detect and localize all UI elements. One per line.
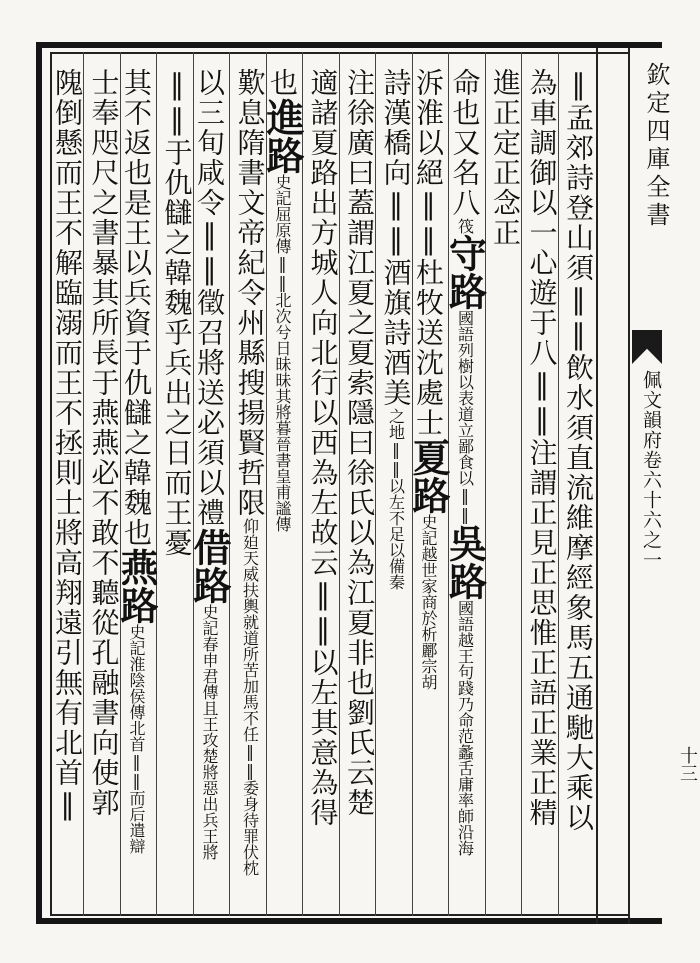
body-text: ‖孟郊詩登山須‖‖飲水須直流維摩經象馬五通馳大乘以 xyxy=(562,68,595,833)
text-column-6 xyxy=(377,68,412,590)
column-divider xyxy=(156,52,157,916)
text-column-1 xyxy=(560,68,595,833)
page-number: 十三 xyxy=(677,746,698,782)
page-frame xyxy=(36,38,698,924)
text-column-10 xyxy=(231,68,266,876)
annotation-text: 史記春申君傳且王攻楚將惡出兵王將 xyxy=(200,604,219,860)
text-column-2 xyxy=(523,68,558,828)
text-column-8 xyxy=(304,68,339,828)
annotation-text: 史記屈原傳‖‖北次兮日昧昧其將暮晉書皇甫謐傳 xyxy=(273,174,292,532)
column-divider xyxy=(485,52,486,916)
body-text: 注徐廣曰蓋謂江夏之夏索隱曰徐氏以為江夏非也劉氏云楚 xyxy=(343,68,376,818)
gutter-rule-left xyxy=(596,48,598,924)
text-column-12 xyxy=(158,68,193,558)
body-text: 也 xyxy=(266,68,299,98)
text-column-4 xyxy=(442,68,488,856)
gutter-rule-right xyxy=(628,48,630,924)
entry-heading: 夏路 xyxy=(406,438,451,514)
book-title: 欽定四庫全書 xyxy=(642,62,670,230)
entry-heading: 借路 xyxy=(187,528,232,604)
body-text: 隗倒懸而王不解臨溺而王不拯則士將高翔遠引無有北首‖ xyxy=(51,68,84,823)
annotation-text: 之地‖‖以左不足以備秦 xyxy=(386,408,406,590)
column-divider xyxy=(229,52,230,916)
body-text: 泝淮以絕‖‖杜牧送沈處士 xyxy=(412,68,445,438)
annotation-text: 史記淮陰侯傳北首‖‖而后遣辯 xyxy=(127,624,146,854)
text-column-14 xyxy=(85,68,120,818)
column-divider xyxy=(302,52,303,916)
annotation-text: 國語越王句踐乃命范蠡舌庸率師沿海 xyxy=(455,600,475,856)
text-column-3 xyxy=(487,68,522,248)
annotation-text: 史記越世家商於析酈宗胡 xyxy=(419,514,438,690)
body-text: 士奉咫尺之書暴其所長于燕燕必不敢不聽從孔融書向使郭 xyxy=(87,68,121,818)
body-text: 適諸夏路出方城人向北行以西為左故云‖‖以左其意為得 xyxy=(306,68,340,828)
body-text: 進正定正念正 xyxy=(489,68,522,248)
body-text: 其不返也是王以兵資于仇讎之韓魏也 xyxy=(120,68,153,548)
body-text: ‖‖于仇讎之韓魏乎兵出之日而王憂 xyxy=(160,68,194,558)
body-text: 詩漢橋向‖‖酒旗詩酒美 xyxy=(379,68,413,408)
entry-heading: 吳路 xyxy=(442,524,488,600)
text-column-5 xyxy=(406,68,451,690)
annotation-text: 仰廹天威扶輿就道所苦加馬不任‖‖委身待罪伏枕 xyxy=(240,518,260,876)
entry-heading: 進路 xyxy=(260,98,305,174)
text-column-15 xyxy=(49,68,84,823)
annotation-text: 筏 xyxy=(455,218,475,234)
body-text: 以三旬咸令‖‖徵召將送必須以禮 xyxy=(193,68,226,528)
entry-heading: 守路 xyxy=(442,234,488,310)
text-column-11 xyxy=(187,68,232,860)
text-column-7 xyxy=(341,68,376,818)
body-text: 歎息隋書文帝紀令州縣搜揚賢哲限 xyxy=(233,68,267,518)
volume-label: 佩文韻府卷六十六之一 xyxy=(640,370,662,570)
entry-heading: 燕路 xyxy=(114,548,159,624)
body-text: 命也又名八 xyxy=(448,68,482,218)
body-text: 為車調御以一心遊于八‖‖注謂正見正思惟正語正業正精 xyxy=(525,68,559,828)
text-column-13 xyxy=(114,68,159,854)
annotation-text: 國語列樹以表道立鄙食以‖‖ xyxy=(455,310,475,524)
text-column-9 xyxy=(260,68,305,532)
